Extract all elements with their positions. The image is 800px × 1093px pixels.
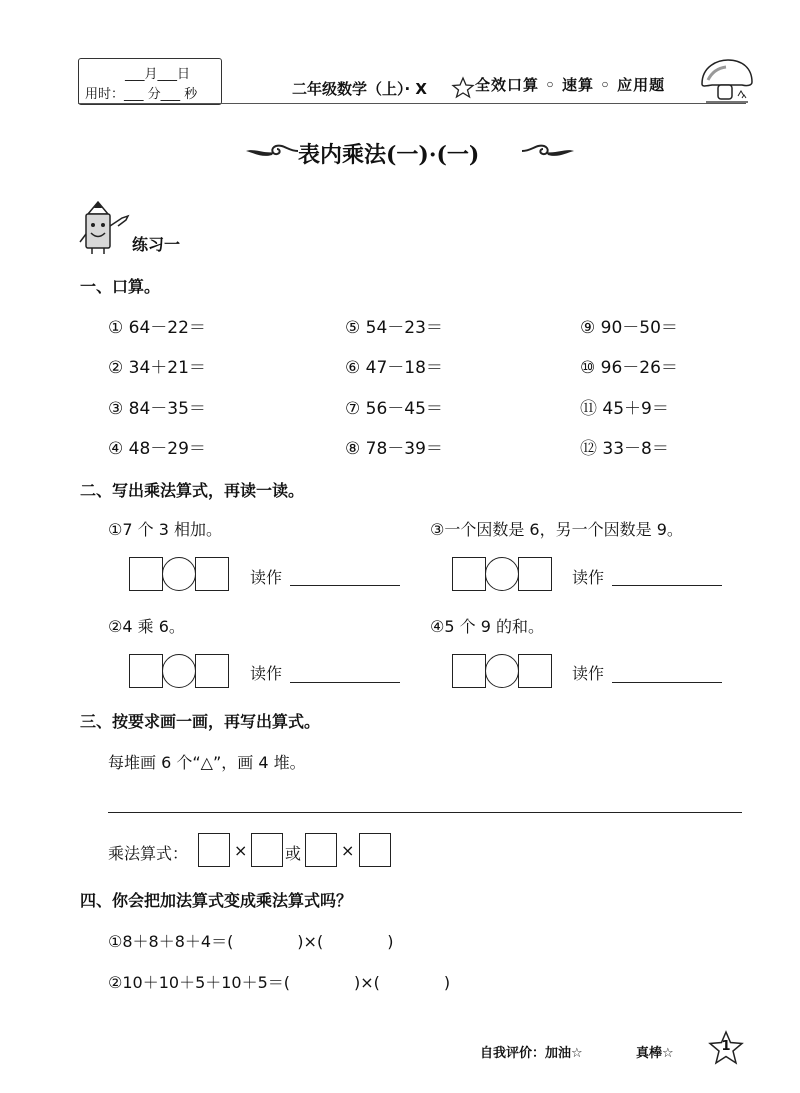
answer-box[interactable] [518, 654, 552, 688]
series-title: 全效口算 ◦ 速算 ◦ 应用题 [475, 76, 666, 94]
date-line: ___月___日 [125, 67, 191, 82]
section-4-title: 四、你会把加法算式变成乘法算式吗？ [80, 891, 353, 910]
pencil-mascot-icon [78, 200, 134, 256]
or-label: 或 [285, 844, 302, 863]
page-title: 表内乘法(一)·(一) [298, 142, 480, 168]
self-evaluation: 自我评价：加油☆ [480, 1046, 583, 1061]
answer-box[interactable] [452, 557, 486, 591]
oral-problem: ② 34＋21＝ [108, 358, 206, 378]
header-divider [78, 103, 746, 104]
mushroom-icon [698, 58, 754, 104]
page-number: 1 [721, 1039, 731, 1054]
oral-problem: ⑨ 90－50＝ [580, 318, 678, 338]
answer-box[interactable] [195, 557, 229, 591]
answer-box[interactable] [129, 557, 163, 591]
time-used-line: 用时：___ 分___ 秒 [85, 87, 198, 102]
exercise-label: 练习一 [132, 235, 181, 254]
oral-problem: ③ 84－35＝ [108, 399, 206, 419]
formula-box[interactable] [251, 833, 283, 867]
oral-problem: ⑫ 33－8＝ [580, 439, 669, 459]
read-as-line[interactable] [290, 682, 400, 683]
oral-problem: ⑪ 45＋9＝ [580, 399, 669, 419]
section-3-title: 三、按要求画一画，再写出算式。 [80, 712, 321, 731]
operator-circle[interactable] [485, 654, 519, 688]
oral-problem: ⑦ 56－45＝ [345, 399, 443, 419]
right-ornament-icon [520, 140, 576, 162]
question-2-2: ②4 乘 6。 [108, 617, 185, 636]
read-as-line[interactable] [612, 682, 722, 683]
read-as-label: 读作 [572, 568, 605, 587]
read-as-line[interactable] [612, 585, 722, 586]
formula-box[interactable] [198, 833, 230, 867]
question-4-1: ①8＋8＋8＋4＝( )×( ) [108, 932, 394, 951]
question-2-1: ①7 个 3 相加。 [108, 520, 222, 539]
answer-box[interactable] [452, 654, 486, 688]
question-2-3: ③一个因数是 6，另一个因数是 9。 [430, 520, 683, 539]
oral-problem: ⑧ 78－39＝ [345, 439, 443, 459]
time-record-box [78, 58, 222, 105]
book-title: 二年级数学（上）· X [292, 80, 427, 98]
oral-problem: ① 64－22＝ [108, 318, 206, 338]
operator-circle[interactable] [485, 557, 519, 591]
drawing-instruction: 每堆画 6 个“△”，画 4 堆。 [108, 753, 306, 772]
drawing-line[interactable] [108, 812, 742, 813]
oral-problem: ④ 48－29＝ [108, 439, 206, 459]
section-1-title: 一、口算。 [80, 277, 161, 296]
read-as-label: 读作 [250, 568, 283, 587]
formula-box[interactable] [305, 833, 337, 867]
left-ornament-icon [244, 140, 300, 162]
section-2-title: 二、写出乘法算式，再读一读。 [80, 481, 305, 500]
operator-circle[interactable] [162, 654, 196, 688]
star-icon [451, 76, 475, 100]
times-sign: × [341, 841, 355, 860]
oral-problem: ⑩ 96－26＝ [580, 358, 678, 378]
question-4-2: ②10＋10＋5＋10＋5＝( )×( ) [108, 973, 451, 992]
read-as-line[interactable] [290, 585, 400, 586]
oral-problem: ⑤ 54－23＝ [345, 318, 443, 338]
read-as-label: 读作 [250, 664, 283, 683]
operator-circle[interactable] [162, 557, 196, 591]
great-rating: 真棒☆ [636, 1046, 674, 1061]
answer-box[interactable] [195, 654, 229, 688]
formula-box[interactable] [359, 833, 391, 867]
answer-box[interactable] [518, 557, 552, 591]
read-as-label: 读作 [572, 664, 605, 683]
oral-problem: ⑥ 47－18＝ [345, 358, 443, 378]
answer-box[interactable] [129, 654, 163, 688]
question-2-4: ④5 个 9 的和。 [430, 617, 544, 636]
times-sign: × [234, 841, 248, 860]
formula-label: 乘法算式： [108, 844, 189, 863]
